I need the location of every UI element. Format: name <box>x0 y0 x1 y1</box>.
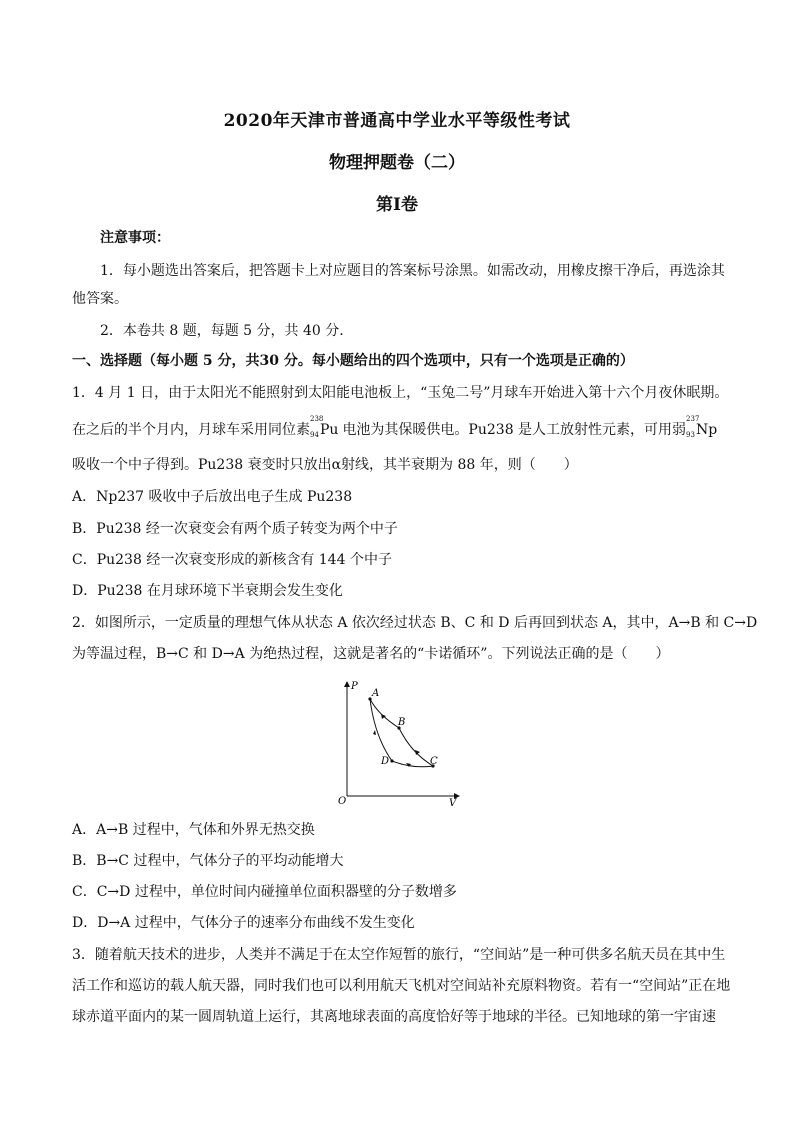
q1-line-2-pre: 在之后的半个月内，月球车采用同位素 <box>72 422 310 438</box>
notice-heading: 注意事项： <box>100 230 170 246</box>
q3-line-1: 3．随着航天技术的进步，人类并不满足于在太空作短暂的旅行，“空间站”是一种可供多名航天员在其中生 <box>72 947 726 963</box>
arrow-ab-icon <box>381 714 386 719</box>
notice-item-1-cont: 他答案。 <box>72 291 128 307</box>
q1-option-b: B．Pu238 经一次衰变会有两个质子转变为两个中子 <box>72 521 398 537</box>
q1-option-c: C．Pu238 经一次衰变形成的新核含有 144 个中子 <box>72 552 392 568</box>
label-p: P <box>351 681 358 692</box>
q2-line-1: 2．如图所示，一定质量的理想气体从状态 A 依次经过状态 B、C 和 D 后再回到状态 A，其中，A→B 和 C→D <box>72 615 758 631</box>
label-o: O <box>338 796 347 807</box>
isotope-np-number: 93 <box>686 431 695 439</box>
notice-item-2: 2．本卷共 8 题，每题 5 分，共 40 分. <box>100 323 344 339</box>
label-d: D <box>381 756 390 767</box>
q2-line-2: 为等温过程，B→C 和 D→A 为绝热过程，这就是著名的“卡诺循环”。下列说法正确的是（ ） <box>72 646 670 662</box>
curve-da <box>370 699 392 761</box>
q1-line-3: 吸收一个中子得到。Pu238 衰变时只放出α射线，其半衰期为 88 年，则（ ） <box>72 457 578 473</box>
q3-line-3: 球赤道平面内的某一圆周轨道上运行，其离地球表面的高度恰好等于地球的半径。已知地球的第一宇宙速 <box>72 1009 716 1025</box>
q1-line-2 <box>72 415 732 439</box>
arrow-da-icon <box>373 730 376 735</box>
isotope-pu-number: 94 <box>310 431 319 439</box>
section-heading: 一、选择题（每小题 5 分，共30 分。每小题给出的四个选项中，只有一个选项是正确的） <box>72 353 634 369</box>
q1-option-d: D．Pu238 在月球环境下半衰期会发生变化 <box>72 583 343 599</box>
isotope-np-symbol: Np <box>696 422 718 438</box>
notice-item-1: 1．每小题选出答案后，把答题卡上对应题目的答案标号涂黑。如需改动，用橡皮擦干净后，再选涂其 <box>100 263 725 279</box>
q2-option-d: D．D→A 过程中，气体分子的速率分布曲线不发生变化 <box>72 915 415 931</box>
carnot-cycle-diagram <box>335 678 465 808</box>
isotope-np237 <box>686 415 718 439</box>
q2-option-c: C．C→D 过程中，单位时间内碰撞单位面积器壁的分子数增多 <box>72 884 457 900</box>
q1-option-a: A．Np237 吸收中子后放出电子生成 Pu238 <box>72 489 353 505</box>
q2-option-a: A．A→B 过程中，气体和外界无热交换 <box>72 822 315 838</box>
part-heading: 第Ⅰ卷 <box>376 195 418 215</box>
curve-bc <box>399 728 433 766</box>
q1-line-1: 1．4 月 1 日，由于太阳光不能照射到太阳能电池板上，“玉兔二号”月球车开始进入第十六个月夜休眠期。 <box>72 385 729 401</box>
q1-line-2-mid: 电池为其保暖供电。Pu238 是人工放射性元素，可用弱 <box>342 422 687 438</box>
exam-title: 2020年天津市普通高中学业水平等级性考试 <box>223 111 571 131</box>
q2-option-b: B．B→C 过程中，气体分子的平均动能增大 <box>72 853 344 869</box>
isotope-pu-mass: 238 <box>310 415 324 423</box>
label-c: C <box>430 756 438 767</box>
label-v: V <box>449 798 457 808</box>
isotope-np-mass: 237 <box>686 415 700 423</box>
isotope-pu238 <box>310 415 339 439</box>
label-a: A <box>372 688 380 699</box>
isotope-pu-symbol: Pu <box>320 422 339 438</box>
label-b: B <box>398 717 406 728</box>
q3-line-2: 活工作和巡访的载人航天器，同时我们也可以利用航天飞机对空间站补充原料物资。若有一“空间站”正在地 <box>72 978 731 994</box>
exam-subtitle: 物理押题卷（二） <box>329 153 465 173</box>
